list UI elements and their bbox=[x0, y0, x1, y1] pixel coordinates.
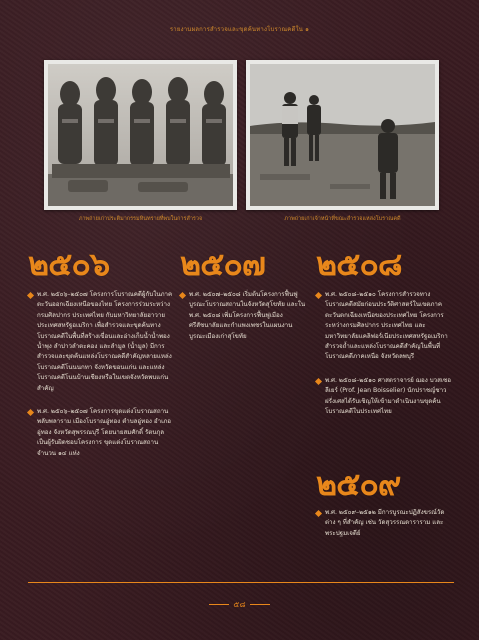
entry-text: พ.ศ. ๒๕๐๗–๒๕๐๘ เริ่มต้นโครงการฟื้นฟูบูรณะโบราณสถานในจังหวัดสุโขทัย และใน พ.ศ. ๒๕๐๘ เพิ่มโครงการฟื้นฟูเมืองศรีสัชนาลัยและกำแพงเพชรในแผนงานบูรณะเมืองเก่าสุโขทัย bbox=[189, 291, 306, 340]
timeline-entry bbox=[180, 290, 308, 342]
page-number bbox=[0, 598, 479, 611]
entry-text: พ.ศ. ๒๕๐๖–๒๕๐๗ โครงการโบราณคดีผู้กับในภาคตะวันออกเฉียงเหนือของไทย โครงการร่วมระหว่างกรมศิลปากร ประเทศไทย กับมหาวิทยาลัยฮาวาย ประเทศสหรัฐอเมริกา เพื่อสำรวจและขุดค้นทางโบราณคดีในพื้นที่สร้างเขื่อนและอ่างเก็บน้ำน้ำพอง น้ำพุง ลำปาวลำตะคอง และลำมูล (น้ำมูล) มีการสำรวจและขุดค้นแหล่งโบราณคดีสำคัญหลายแหล่ง โบราณคดีโนนนกทา จังหวัดขอนแก่น และแหล่งโบราณคดีโนนบ้านเชียงหรือในเขตจังหวัดพบแก่นสำคัญ bbox=[37, 291, 173, 392]
timeline-column-2508 bbox=[316, 290, 454, 430]
timeline-column-2506 bbox=[28, 290, 176, 472]
bottom-rule bbox=[28, 582, 454, 583]
entry-text: พ.ศ. ๒๕๐๘–๒๕๑๐ ศาสตราจารย์ ฌอง บวสเซอลีเยร์ (Prof. Jean Boisselier) นักปราชญ์ชาวฝรั่งเศสได้รับเชิญให้เข้ามาดำเนินงานขุดค้นโบราณคดีในประเทศไทย bbox=[325, 376, 451, 416]
field-photo bbox=[246, 60, 439, 210]
bullet-icon bbox=[27, 409, 34, 416]
timeline-entry bbox=[28, 407, 176, 459]
timeline-column-2507 bbox=[180, 290, 308, 355]
field-image bbox=[250, 64, 435, 206]
year-heading-2507: ๒๕๐๗ bbox=[180, 245, 265, 283]
page-number-text: ๕๘ bbox=[233, 600, 246, 609]
bullet-icon bbox=[315, 510, 322, 517]
bullet-icon bbox=[315, 292, 322, 299]
timeline-entry bbox=[316, 376, 454, 418]
statues-photo bbox=[44, 60, 237, 210]
entry-text: พ.ศ. ๒๕๐๖–๒๕๐๗ โครงการขุดแต่งโบราณสถานพลับพลาราม เมืองโบราณอู่ทอง ตำบลอู่ทอง อำเภออู่ทอง จังหวัดสุพรรณบุรี โดยนายสมศักดิ์ รัตนกุล เป็นผู้รับผิดชอบโครงการ ขุดแต่งโบราณสถานจำนวน ๑๔ แห่ง bbox=[37, 408, 172, 457]
timeline-entry bbox=[316, 290, 454, 363]
bullet-icon bbox=[315, 378, 322, 385]
photo-caption-right: ภาพถ่ายเก่าเจ้าหน้าที่ขณะสำรวจแหล่งโบราณคดี bbox=[284, 216, 401, 222]
timeline-entry bbox=[28, 290, 176, 394]
running-header: รายงานผลการสำรวจและขุดค้นทางโบราณคดีใน ๑ bbox=[169, 26, 310, 33]
statues-image bbox=[48, 64, 233, 206]
year-heading-2509: ๒๕๐๙ bbox=[316, 465, 401, 503]
folio-rule-left bbox=[209, 604, 229, 605]
photo-caption-left: ภาพถ่ายเก่าประติมากรรมหินทรายที่พบในการสำรวจ bbox=[78, 216, 203, 222]
year-heading-2508: ๒๕๐๘ bbox=[316, 245, 402, 283]
bullet-icon bbox=[179, 292, 186, 299]
entry-text: พ.ศ. ๒๕๐๙–๒๕๑๒ มีการบูรณะปฏิสังขรณ์วัดต่าง ๆ ที่สำคัญ เช่น วัดสุวรรณดาราราม และพระปฐมเจดีย์ bbox=[325, 509, 445, 537]
timeline-column-2509 bbox=[316, 508, 454, 552]
timeline-entry bbox=[316, 508, 454, 539]
bullet-icon bbox=[27, 292, 34, 299]
entry-text: พ.ศ. ๒๕๐๘–๒๕๑๐ โครงการสำรวจทางโบราณคดีสมัยก่อนประวัติศาสตร์ในเขตภาคตะวันตกเฉียงเหนือของประเทศไทย โครงการระหว่างกรมศิลปากร ประเทศไทย และมหาวิทยาลัยแคลิฟอร์เนียประเทศสหรัฐอเมริกา สำรวจถ้ำและแหล่งโบราณคดีสำคัญในพื้นที่ โบราณคดีภาคเหนือ จังหวัดลพบุรี bbox=[325, 291, 448, 361]
folio-rule-right bbox=[250, 604, 270, 605]
year-heading-2506: ๒๕๐๖ bbox=[28, 245, 110, 283]
